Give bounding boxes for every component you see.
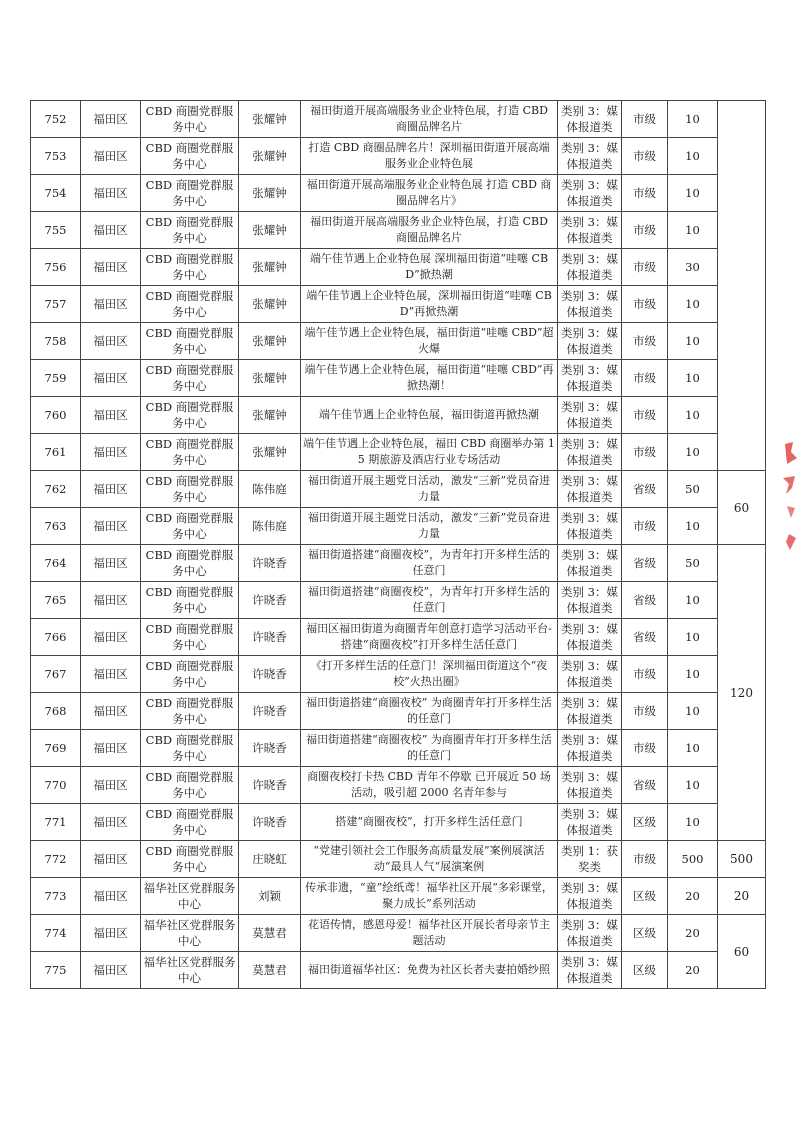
category-cell: 类别 3：媒体报道类 bbox=[558, 508, 622, 545]
group-total-cell: 120 bbox=[718, 545, 766, 841]
person-cell: 许晓香 bbox=[239, 804, 301, 841]
score-cell: 20 bbox=[668, 952, 718, 989]
district-cell: 福田区 bbox=[81, 471, 141, 508]
district-cell: 福田区 bbox=[81, 397, 141, 434]
person-cell: 张耀钟 bbox=[239, 286, 301, 323]
title-cell: 福田街道搭建“商圈夜校” 为商圈青年打开多样生活的任意门 bbox=[301, 730, 558, 767]
category-cell: 类别 3：媒体报道类 bbox=[558, 545, 622, 582]
group-total-cell: 20 bbox=[718, 878, 766, 915]
organization-cell: CBD 商圈党群服务中心 bbox=[141, 656, 239, 693]
table-row bbox=[31, 508, 766, 545]
row-number: 753 bbox=[31, 138, 81, 175]
person-cell: 陈伟庭 bbox=[239, 471, 301, 508]
organization-cell: CBD 商圈党群服务中心 bbox=[141, 619, 239, 656]
organization-cell: CBD 商圈党群服务中心 bbox=[141, 582, 239, 619]
organization-cell: CBD 商圈党群服务中心 bbox=[141, 286, 239, 323]
title-cell: 端午佳节遇上企业特色展，福田 CBD 商圈举办第 15 期旅游及酒店行业专场活动 bbox=[301, 434, 558, 471]
score-cell: 500 bbox=[668, 841, 718, 878]
person-cell: 莫慧君 bbox=[239, 915, 301, 952]
title-cell: 打造 CBD 商圈品牌名片！深圳福田街道开展高端服务业企业特色展 bbox=[301, 138, 558, 175]
table-row bbox=[31, 471, 766, 508]
organization-cell: CBD 商圈党群服务中心 bbox=[141, 138, 239, 175]
level-cell: 市级 bbox=[622, 397, 668, 434]
row-number: 769 bbox=[31, 730, 81, 767]
title-cell: 端午佳节遇上企业特色展，福田街道再掀热潮 bbox=[301, 397, 558, 434]
category-cell: 类别 3：媒体报道类 bbox=[558, 323, 622, 360]
category-cell: 类别 3：媒体报道类 bbox=[558, 101, 622, 138]
district-cell: 福田区 bbox=[81, 508, 141, 545]
row-number: 764 bbox=[31, 545, 81, 582]
organization-cell: CBD 商圈党群服务中心 bbox=[141, 175, 239, 212]
title-cell: 搭建“商圈夜校”，打开多样生活任意门 bbox=[301, 804, 558, 841]
district-cell: 福田区 bbox=[81, 878, 141, 915]
level-cell: 市级 bbox=[622, 508, 668, 545]
category-cell: 类别 3：媒体报道类 bbox=[558, 286, 622, 323]
table-row bbox=[31, 286, 766, 323]
person-cell: 刘颖 bbox=[239, 878, 301, 915]
organization-cell: CBD 商圈党群服务中心 bbox=[141, 434, 239, 471]
level-cell: 省级 bbox=[622, 545, 668, 582]
table-row bbox=[31, 582, 766, 619]
score-cell: 10 bbox=[668, 619, 718, 656]
district-cell: 福田区 bbox=[81, 286, 141, 323]
category-cell: 类别 3：媒体报道类 bbox=[558, 138, 622, 175]
title-cell: 福田街道搭建“商圈夜校”，为青年打开多样生活的任意门 bbox=[301, 582, 558, 619]
row-number: 766 bbox=[31, 619, 81, 656]
level-cell: 市级 bbox=[622, 101, 668, 138]
group-total-cell: 60 bbox=[718, 915, 766, 989]
table-row bbox=[31, 434, 766, 471]
level-cell: 区级 bbox=[622, 878, 668, 915]
title-cell: “党建引领社会工作服务高质量发展”案例展演活动“最具人气“展演案例 bbox=[301, 841, 558, 878]
level-cell: 省级 bbox=[622, 767, 668, 804]
level-cell: 省级 bbox=[622, 582, 668, 619]
row-number: 758 bbox=[31, 323, 81, 360]
district-cell: 福田区 bbox=[81, 656, 141, 693]
level-cell: 区级 bbox=[622, 952, 668, 989]
district-cell: 福田区 bbox=[81, 101, 141, 138]
organization-cell: CBD 商圈党群服务中心 bbox=[141, 545, 239, 582]
score-cell: 10 bbox=[668, 360, 718, 397]
level-cell: 市级 bbox=[622, 323, 668, 360]
score-cell: 10 bbox=[668, 101, 718, 138]
category-cell: 类别 3：媒体报道类 bbox=[558, 952, 622, 989]
title-cell: 福田街道开展高端服务业企业特色展，打造 CBD 商圈品牌名片 bbox=[301, 101, 558, 138]
organization-cell: CBD 商圈党群服务中心 bbox=[141, 397, 239, 434]
level-cell: 省级 bbox=[622, 619, 668, 656]
title-cell: 福田街道开展主题党日活动，激发“三新”党员奋进力量 bbox=[301, 471, 558, 508]
level-cell: 市级 bbox=[622, 138, 668, 175]
district-cell: 福田区 bbox=[81, 323, 141, 360]
category-cell: 类别 3：媒体报道类 bbox=[558, 212, 622, 249]
table-row bbox=[31, 249, 766, 286]
title-cell: 福田街道搭建“商圈夜校”，为青年打开多样生活的任意门 bbox=[301, 545, 558, 582]
category-cell: 类别 3：媒体报道类 bbox=[558, 619, 622, 656]
person-cell: 庄晓虹 bbox=[239, 841, 301, 878]
person-cell: 张耀钟 bbox=[239, 138, 301, 175]
title-cell: 花语传情，感恩母爱！福华社区开展长者母亲节主题活动 bbox=[301, 915, 558, 952]
category-cell: 类别 3：媒体报道类 bbox=[558, 471, 622, 508]
table-row bbox=[31, 730, 766, 767]
row-number: 761 bbox=[31, 434, 81, 471]
district-cell: 福田区 bbox=[81, 434, 141, 471]
table-body bbox=[31, 101, 766, 989]
person-cell: 张耀钟 bbox=[239, 101, 301, 138]
level-cell: 市级 bbox=[622, 175, 668, 212]
category-cell: 类别 3：媒体报道类 bbox=[558, 730, 622, 767]
person-cell: 许晓香 bbox=[239, 582, 301, 619]
title-cell: 福田街道开展高端服务业企业特色展 打造 CBD 商圈品牌名片》 bbox=[301, 175, 558, 212]
person-cell: 张耀钟 bbox=[239, 397, 301, 434]
organization-cell: 福华社区党群服务中心 bbox=[141, 915, 239, 952]
district-cell: 福田区 bbox=[81, 730, 141, 767]
table-row bbox=[31, 138, 766, 175]
district-cell: 福田区 bbox=[81, 841, 141, 878]
title-cell: 端午佳节遇上企业特色展，福田街道“哇噻 CBD”超火爆 bbox=[301, 323, 558, 360]
level-cell: 市级 bbox=[622, 841, 668, 878]
person-cell: 张耀钟 bbox=[239, 175, 301, 212]
score-cell: 50 bbox=[668, 471, 718, 508]
person-cell: 张耀钟 bbox=[239, 323, 301, 360]
row-number: 767 bbox=[31, 656, 81, 693]
title-cell: 商圈夜校打卡热 CBD 青年不停歇 已开展近 50 场活动，吸引超 2000 名青年参与 bbox=[301, 767, 558, 804]
person-cell: 许晓香 bbox=[239, 656, 301, 693]
score-cell: 10 bbox=[668, 138, 718, 175]
row-number: 763 bbox=[31, 508, 81, 545]
level-cell: 市级 bbox=[622, 286, 668, 323]
person-cell: 许晓香 bbox=[239, 545, 301, 582]
group-total-cell bbox=[718, 101, 766, 471]
table-row bbox=[31, 101, 766, 138]
score-cell: 10 bbox=[668, 323, 718, 360]
title-cell: 端午佳节遇上企业特色展 深圳福田街道“哇噻 CBD”掀热潮 bbox=[301, 249, 558, 286]
row-number: 757 bbox=[31, 286, 81, 323]
district-cell: 福田区 bbox=[81, 767, 141, 804]
title-cell: 福田街道开展主题党日活动，激发“三新”党员奋进力量 bbox=[301, 508, 558, 545]
level-cell: 市级 bbox=[622, 212, 668, 249]
organization-cell: CBD 商圈党群服务中心 bbox=[141, 249, 239, 286]
table-row bbox=[31, 545, 766, 582]
category-cell: 类别 3：媒体报道类 bbox=[558, 915, 622, 952]
score-cell: 30 bbox=[668, 249, 718, 286]
table-row bbox=[31, 693, 766, 730]
category-cell: 类别 3：媒体报道类 bbox=[558, 397, 622, 434]
table-row bbox=[31, 212, 766, 249]
category-cell: 类别 3：媒体报道类 bbox=[558, 767, 622, 804]
person-cell: 张耀钟 bbox=[239, 434, 301, 471]
table-row bbox=[31, 952, 766, 989]
person-cell: 莫慧君 bbox=[239, 952, 301, 989]
row-number: 765 bbox=[31, 582, 81, 619]
row-number: 773 bbox=[31, 878, 81, 915]
title-cell: 福田区福田街道为商圈青年创意打造学习活动平台-搭建“商圈夜校”打开多样生活任意门 bbox=[301, 619, 558, 656]
group-total-cell: 60 bbox=[718, 471, 766, 545]
table-row bbox=[31, 841, 766, 878]
row-number: 756 bbox=[31, 249, 81, 286]
title-cell: 《打开多样生活的任意门！深圳福田街道这个“夜校”火热出圈》 bbox=[301, 656, 558, 693]
level-cell: 市级 bbox=[622, 693, 668, 730]
score-cell: 20 bbox=[668, 878, 718, 915]
level-cell: 区级 bbox=[622, 915, 668, 952]
district-cell: 福田区 bbox=[81, 804, 141, 841]
table-row bbox=[31, 619, 766, 656]
row-number: 762 bbox=[31, 471, 81, 508]
table-row bbox=[31, 767, 766, 804]
row-number: 775 bbox=[31, 952, 81, 989]
title-cell: 福田街道搭建“商圈夜校” 为商圈青年打开多样生活的任意门 bbox=[301, 693, 558, 730]
row-number: 755 bbox=[31, 212, 81, 249]
organization-cell: CBD 商圈党群服务中心 bbox=[141, 767, 239, 804]
person-cell: 张耀钟 bbox=[239, 249, 301, 286]
score-cell: 10 bbox=[668, 804, 718, 841]
report-table bbox=[30, 100, 766, 989]
title-cell: 端午佳节遇上企业特色展，福田街道“哇噻 CBD”再掀热潮！ bbox=[301, 360, 558, 397]
table-row bbox=[31, 656, 766, 693]
district-cell: 福田区 bbox=[81, 915, 141, 952]
red-stamp-fragment bbox=[777, 438, 799, 558]
district-cell: 福田区 bbox=[81, 249, 141, 286]
district-cell: 福田区 bbox=[81, 175, 141, 212]
district-cell: 福田区 bbox=[81, 212, 141, 249]
district-cell: 福田区 bbox=[81, 619, 141, 656]
person-cell: 陈伟庭 bbox=[239, 508, 301, 545]
level-cell: 区级 bbox=[622, 804, 668, 841]
organization-cell: 福华社区党群服务中心 bbox=[141, 878, 239, 915]
organization-cell: CBD 商圈党群服务中心 bbox=[141, 508, 239, 545]
level-cell: 市级 bbox=[622, 434, 668, 471]
level-cell: 市级 bbox=[622, 360, 668, 397]
category-cell: 类别 3：媒体报道类 bbox=[558, 656, 622, 693]
district-cell: 福田区 bbox=[81, 582, 141, 619]
title-cell: 端午佳节遇上企业特色展，深圳福田街道“哇噻 CBD”再掀热潮 bbox=[301, 286, 558, 323]
person-cell: 张耀钟 bbox=[239, 360, 301, 397]
score-cell: 10 bbox=[668, 212, 718, 249]
organization-cell: CBD 商圈党群服务中心 bbox=[141, 323, 239, 360]
organization-cell: 福华社区党群服务中心 bbox=[141, 952, 239, 989]
score-cell: 10 bbox=[668, 730, 718, 767]
organization-cell: CBD 商圈党群服务中心 bbox=[141, 471, 239, 508]
category-cell: 类别 3：媒体报道类 bbox=[558, 175, 622, 212]
row-number: 754 bbox=[31, 175, 81, 212]
row-number: 772 bbox=[31, 841, 81, 878]
level-cell: 市级 bbox=[622, 249, 668, 286]
level-cell: 省级 bbox=[622, 471, 668, 508]
score-cell: 10 bbox=[668, 175, 718, 212]
score-cell: 50 bbox=[668, 545, 718, 582]
table-row bbox=[31, 878, 766, 915]
district-cell: 福田区 bbox=[81, 952, 141, 989]
category-cell: 类别 3：媒体报道类 bbox=[558, 249, 622, 286]
table-row bbox=[31, 804, 766, 841]
score-cell: 10 bbox=[668, 508, 718, 545]
category-cell: 类别 1：获奖类 bbox=[558, 841, 622, 878]
district-cell: 福田区 bbox=[81, 545, 141, 582]
organization-cell: CBD 商圈党群服务中心 bbox=[141, 360, 239, 397]
score-cell: 20 bbox=[668, 915, 718, 952]
table-row bbox=[31, 360, 766, 397]
category-cell: 类别 3：媒体报道类 bbox=[558, 804, 622, 841]
organization-cell: CBD 商圈党群服务中心 bbox=[141, 841, 239, 878]
category-cell: 类别 3：媒体报道类 bbox=[558, 878, 622, 915]
group-total-cell: 500 bbox=[718, 841, 766, 878]
category-cell: 类别 3：媒体报道类 bbox=[558, 360, 622, 397]
district-cell: 福田区 bbox=[81, 138, 141, 175]
score-cell: 10 bbox=[668, 767, 718, 804]
title-cell: 福田街道福华社区：免费为社区长者夫妻拍婚纱照 bbox=[301, 952, 558, 989]
row-number: 774 bbox=[31, 915, 81, 952]
person-cell: 许晓香 bbox=[239, 730, 301, 767]
score-cell: 10 bbox=[668, 286, 718, 323]
category-cell: 类别 3：媒体报道类 bbox=[558, 582, 622, 619]
category-cell: 类别 3：媒体报道类 bbox=[558, 693, 622, 730]
table-row bbox=[31, 915, 766, 952]
row-number: 759 bbox=[31, 360, 81, 397]
district-cell: 福田区 bbox=[81, 693, 141, 730]
organization-cell: CBD 商圈党群服务中心 bbox=[141, 730, 239, 767]
row-number: 752 bbox=[31, 101, 81, 138]
score-cell: 10 bbox=[668, 582, 718, 619]
table-row bbox=[31, 323, 766, 360]
score-cell: 10 bbox=[668, 693, 718, 730]
organization-cell: CBD 商圈党群服务中心 bbox=[141, 101, 239, 138]
title-cell: 福田街道开展高端服务业企业特色展，打造 CBD 商圈品牌名片 bbox=[301, 212, 558, 249]
district-cell: 福田区 bbox=[81, 360, 141, 397]
category-cell: 类别 3：媒体报道类 bbox=[558, 434, 622, 471]
organization-cell: CBD 商圈党群服务中心 bbox=[141, 804, 239, 841]
title-cell: 传承非遗，“童”绘纸鸢！福华社区开展“多彩课堂，聚力成长”系列活动 bbox=[301, 878, 558, 915]
person-cell: 张耀钟 bbox=[239, 212, 301, 249]
level-cell: 市级 bbox=[622, 730, 668, 767]
table-row bbox=[31, 397, 766, 434]
row-number: 768 bbox=[31, 693, 81, 730]
score-cell: 10 bbox=[668, 656, 718, 693]
row-number: 760 bbox=[31, 397, 81, 434]
person-cell: 许晓香 bbox=[239, 693, 301, 730]
organization-cell: CBD 商圈党群服务中心 bbox=[141, 693, 239, 730]
row-number: 770 bbox=[31, 767, 81, 804]
organization-cell: CBD 商圈党群服务中心 bbox=[141, 212, 239, 249]
table-row bbox=[31, 175, 766, 212]
level-cell: 市级 bbox=[622, 656, 668, 693]
person-cell: 许晓香 bbox=[239, 767, 301, 804]
score-cell: 10 bbox=[668, 434, 718, 471]
person-cell: 许晓香 bbox=[239, 619, 301, 656]
row-number: 771 bbox=[31, 804, 81, 841]
score-cell: 10 bbox=[668, 397, 718, 434]
